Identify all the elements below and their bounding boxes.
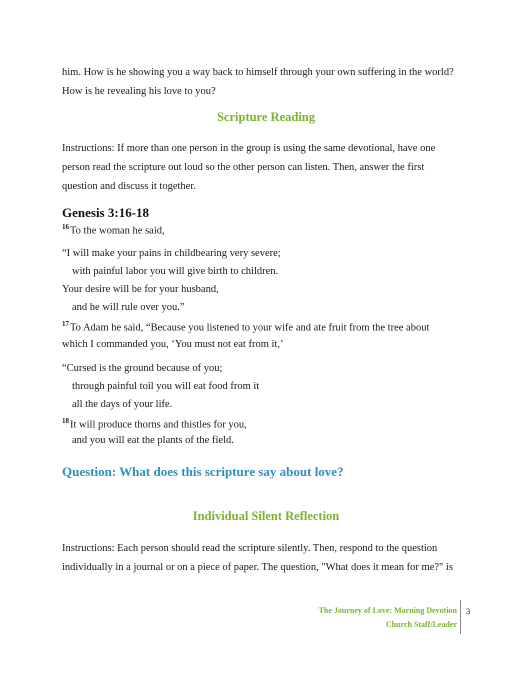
verse-17-text: To Adam he said, “Because you listened to your wife and ate fruit from the tree about [70,322,430,334]
poem-line-1: “I will make your pains in childbearing very severe; [62,248,281,259]
verse-16-text: To the woman he said, [70,225,165,237]
page-number: 3 [466,606,471,616]
verse-17-line-2: which I commanded you, ‘You must not eat from it,’ [62,339,284,350]
poem-line-3: Your desire will be for your husband, [62,284,219,295]
poem-line-2: with painful labor you will give birth to children. [72,266,279,277]
scripture-instructions-line-3: question and discuss it together. [62,181,196,192]
footer-divider [460,600,461,634]
verse-17-line-1 [62,320,429,334]
intro-line-2: How is he revealing his love to you? [62,86,216,97]
scripture-instructions-line-2: person read the scripture out loud so the other person can listen. Then, answer the first [62,162,425,173]
reflection-instructions-line-2: individually in a journal or on a piece of paper. The question, "What does it mean for me?" is [62,562,453,573]
verse-18-line-2: and you will eat the plants of the field. [72,435,234,446]
question-heading: Question: What does this scripture say about love? [62,464,344,479]
poem2-line-1: “Cursed is the ground because of you; [62,363,223,374]
reflection-instructions-line-1: Instructions: Each person should read the scripture silently. Then, respond to the question [62,543,438,554]
poem2-line-3: all the days of your life. [72,399,173,410]
verse-number-18: 18 [62,417,69,425]
verse-18-line-1 [62,417,247,431]
verse-number-17: 17 [62,320,69,328]
footer-title: The Journey of Love: Morning Devotion [318,606,457,615]
poem-line-4: and he will rule over you.” [72,302,185,313]
intro-line-1: him. How is he showing you a way back to himself through your own suffering in the world? [62,67,454,78]
scripture-reference: Genesis 3:16-18 [62,205,150,220]
poem2-line-2: through painful toil you will eat food from it [72,381,260,392]
verse-number-16: 16 [62,223,69,231]
reflection-heading: Individual Silent Reflection [192,509,340,523]
footer-subtitle: Church Staff/Leader [385,620,457,629]
verse-16-intro [62,223,165,237]
scripture-instructions-line-1: Instructions: If more than one person in the group is using the same devotional, have one [62,143,436,154]
verse-18-text: It will produce thorns and thistles for you, [70,419,247,431]
scripture-reading-heading: Scripture Reading [216,110,316,124]
